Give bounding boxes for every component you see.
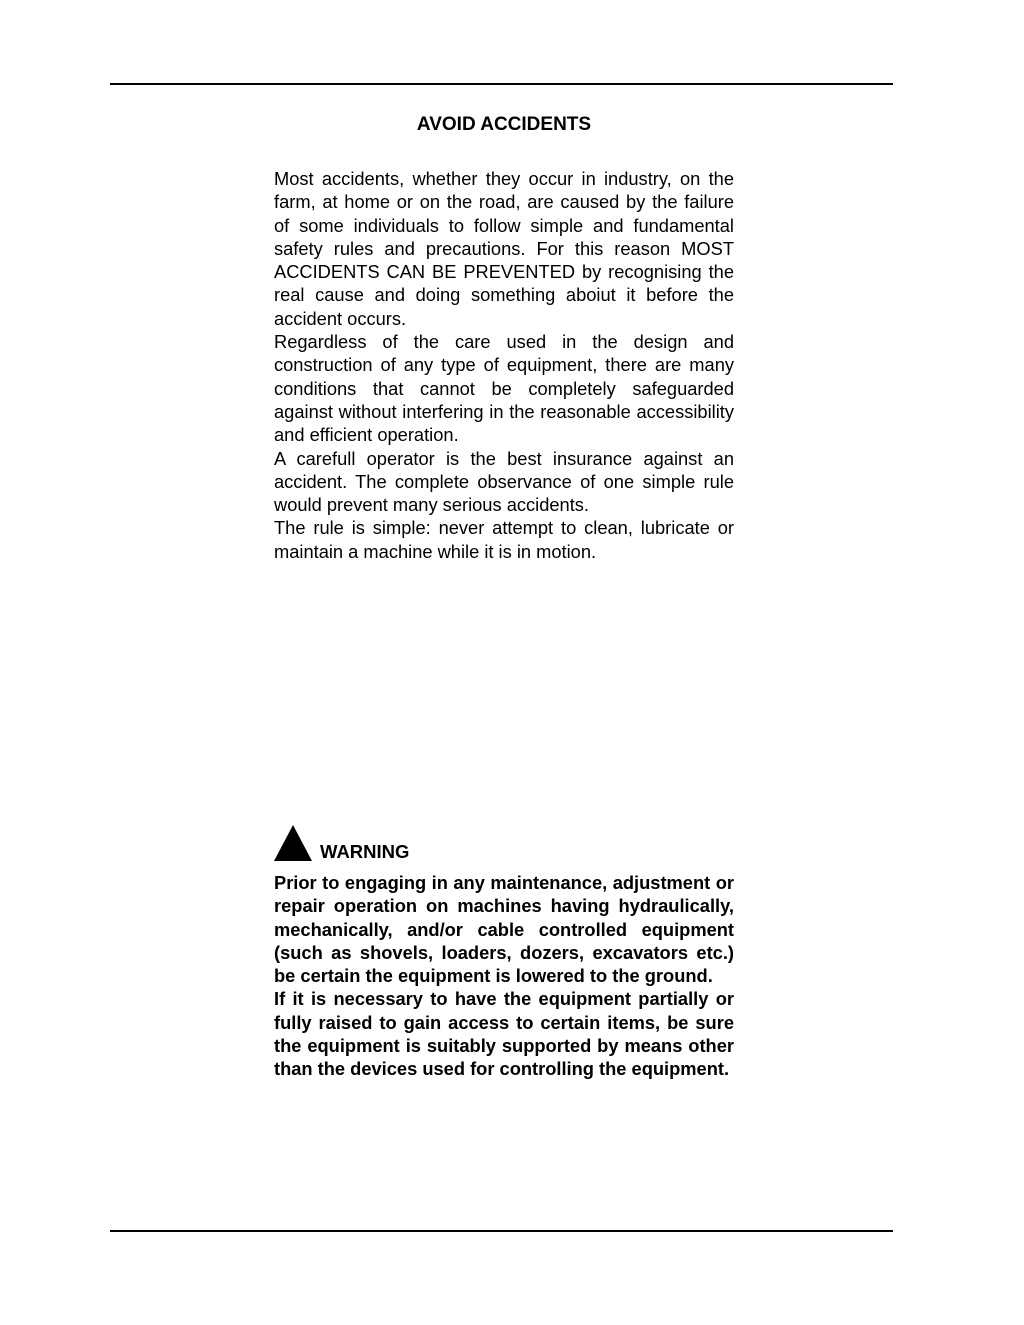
- top-divider: [110, 83, 893, 85]
- page-title: AVOID ACCIDENTS: [416, 114, 592, 135]
- body-paragraph-3: A carefull operator is the best insurance against an accident. The complete observance of one simple rule would prevent many serious accidents.: [274, 447, 734, 516]
- bottom-divider: [110, 1230, 893, 1232]
- body-text: [274, 167, 734, 563]
- warning-block: [274, 823, 734, 1081]
- body-paragraph-1: Most accidents, whether they occur in industry, on the farm, at home or on the road, are caused by the failure of some individuals to follow simple and fundamental safety rules and precautions. For this reason MOST ACCIDENTS CAN BE PREVENTED by recognising the real cause and doing something aboiut it before the accident occurs.: [274, 168, 734, 329]
- body-paragraph-4: The rule is simple: never attempt to clean, lubricate or maintain a machine while it is in motion.: [274, 517, 734, 562]
- warning-paragraph-1: Prior to engaging in any maintenance, adjustment or repair operation on machines having hydraulically, mechanically, and/or cable controlled equipment (such as shovels, loaders, dozers, excavators etc.) be certain the equipment is lowered to the ground.: [274, 872, 734, 987]
- warning-header: [274, 823, 734, 863]
- warning-triangle-icon: [274, 825, 312, 861]
- body-paragraph-2: Regardless of the care used in the design and construction of any type of equipment, there are many conditions that cannot be completely safeguarded against without interfering in the reasonable accessibility and efficient operation.: [274, 331, 734, 446]
- warning-label: WARNING: [320, 841, 410, 862]
- warning-text: [274, 871, 734, 1081]
- warning-paragraph-2: If it is necessary to have the equipment partially or fully raised to gain access to certain items, be sure the equipment is suitably supported by means other than the devices used for controlling the equipment.: [274, 988, 734, 1080]
